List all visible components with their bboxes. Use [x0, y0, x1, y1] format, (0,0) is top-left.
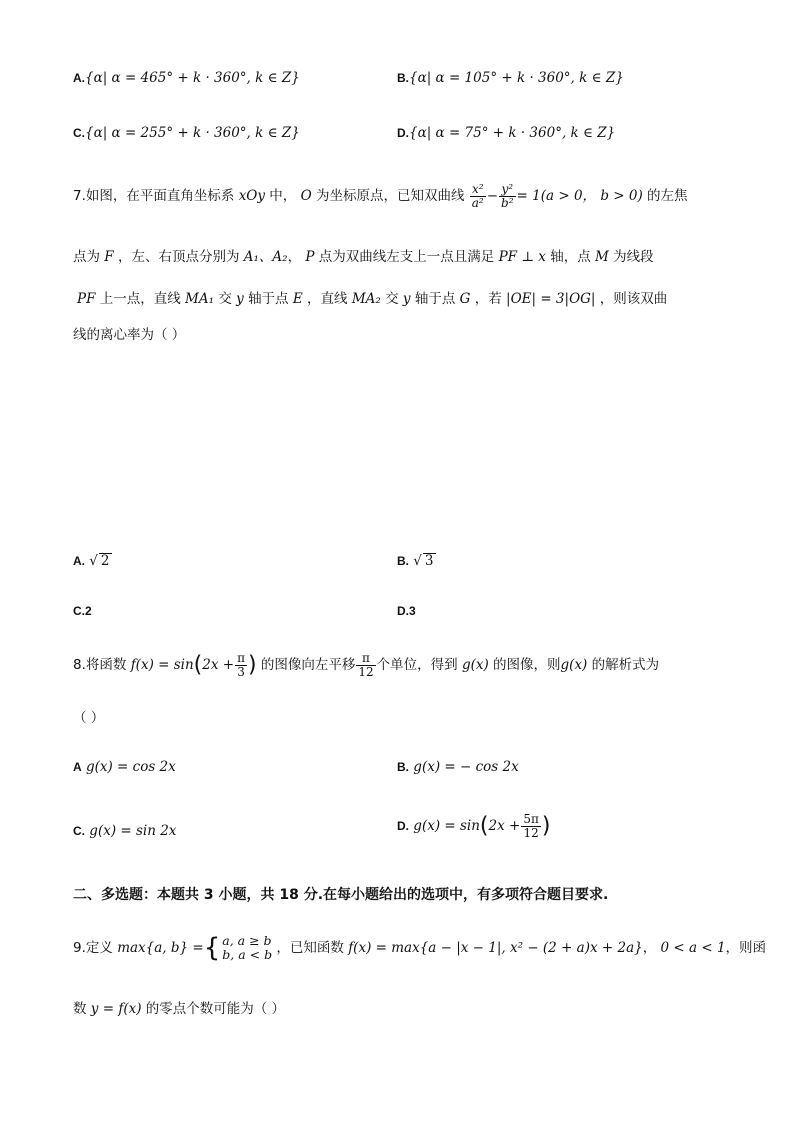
option-value: g(x) = − cos 2x	[413, 759, 519, 775]
q8-text: 个单位，得到	[376, 657, 458, 674]
option-label: D.	[397, 819, 409, 834]
option-expr: {α| α = 75° + k · 360°, k ∈ Z}	[409, 125, 616, 141]
q7-option-b[interactable]: B. √ 3	[397, 553, 434, 569]
option-value: 2x +	[488, 818, 521, 835]
option-value: g(x) = sin	[413, 818, 480, 835]
q7-text: 点为	[73, 249, 100, 265]
q7-math: |OE| = 3|OG|	[506, 291, 596, 307]
q7-text: 为线段	[613, 249, 654, 265]
q7-text: 7.如图，在平面直角坐标系	[73, 188, 235, 205]
q7-text: ，直线	[307, 291, 348, 307]
q6-option-a[interactable]	[73, 70, 300, 86]
q8-math: f(x) = sin	[130, 657, 194, 674]
q7-math: M	[595, 249, 609, 265]
section-title: 二、多选题：本题共 3 小题，共 18 分.在每小题给出的选项中，有多项符合题目要求.	[73, 887, 609, 903]
q9-line1: 9.定义 max{a, b} ={ a, a ≥ b b, a < b ，已知函数 f(x) = max{a − |x − 1|, x² − (2 + a)x + 2a}， 0 < a < 1，则函	[73, 932, 767, 963]
q9-line2	[73, 997, 285, 1017]
option-expr: {α| α = 105° + k · 360°, k ∈ Z}	[409, 70, 624, 86]
q7-text: 轴于点	[248, 291, 289, 307]
q7-option-c[interactable]: C.2	[73, 604, 92, 618]
q7-line2	[73, 245, 654, 265]
q9-text: ，则函	[725, 940, 767, 956]
q6-option-c[interactable]	[73, 125, 300, 141]
q7-text: ，若	[474, 291, 502, 307]
q8-line2: （ ）	[73, 710, 105, 726]
q6-option-d[interactable]	[397, 125, 615, 141]
q7-text: 交	[218, 291, 232, 307]
option-label: A.	[73, 554, 85, 568]
q7-math: = 1(a > 0， b > 0)	[516, 188, 643, 205]
q7-line1: 7.如图，在平面直角坐标系 xOy 中， O 为坐标原点，已知双曲线 $\frac{\text{x²}}{\text{a²}}$ − $\frac{\text{y²}}{\text{b²}}$ = 1(a > 0， b > 0) 的左焦	[73, 182, 688, 210]
q9-math: y = f(x)	[90, 1001, 142, 1017]
hyperbola-y-frac: $\frac{\text{y²}}{\text{b²}}$	[501, 182, 514, 210]
option-label: B.	[397, 71, 409, 85]
q9-text: 的零点个数可能为（ ）	[145, 1001, 286, 1017]
q7-math: y	[402, 291, 411, 307]
option-value: 2	[100, 553, 110, 569]
q7-line3	[77, 287, 667, 307]
q7-math: PF	[77, 291, 96, 307]
q7-text: ，则该双曲	[599, 291, 668, 307]
q8-line1: 8.将函数 f(x) = sin(2x + $\frac{\pi}{3}$ ) 的图像向左平移 $\frac{\pi}{12}$ 个单位，得到 g(x) 的图像，则g(x) 的解析式为	[73, 651, 660, 679]
q7-math: O	[300, 188, 312, 205]
pi-over-12-frac: $\frac{\pi}{12}$	[358, 651, 374, 679]
q9-text: ，已知函数	[276, 940, 344, 956]
q7-text: 轴，点	[550, 249, 591, 265]
q8-text: 的图像向左平移	[260, 657, 356, 674]
option-value: g(x) = sin 2x	[89, 823, 177, 839]
pi-over-3-frac: $\frac{\pi}{3}$	[237, 651, 245, 679]
option-label: B.	[397, 554, 409, 568]
q7-math: G	[459, 291, 471, 307]
q7-text: ，	[287, 249, 302, 265]
q9-math: max{a, b} =	[117, 940, 204, 956]
q7-line4: 线的离心率为（ ）	[73, 327, 186, 343]
option-label: A	[73, 760, 82, 774]
q7-math: MA₁	[185, 291, 215, 307]
q7-math: xOy	[238, 188, 265, 205]
option-value: 3	[424, 553, 434, 569]
option-expr: {α| α = 255° + k · 360°, k ∈ Z}	[85, 125, 300, 141]
option-label: B.	[397, 760, 409, 774]
option-label: A.	[73, 71, 85, 85]
q8-math: g(x)	[560, 657, 588, 674]
option-label: C.	[73, 126, 85, 140]
5pi-over-12-frac: $\frac{5\pi}{12}$	[523, 812, 539, 840]
q8-text: 的解析式为	[591, 657, 660, 674]
q8-math: g(x)	[461, 657, 489, 674]
q7-text: 的左焦	[647, 188, 688, 205]
q7-option-d[interactable]: D.3	[397, 604, 416, 618]
q8-option-c[interactable]	[73, 823, 176, 839]
q8-option-a[interactable]	[73, 759, 176, 775]
q9-text: 9.定义	[73, 940, 113, 956]
q8-text: 的图像，则	[493, 657, 561, 674]
q7-text: 交	[385, 291, 399, 307]
q8-math: 2x +	[202, 657, 235, 674]
q8-option-b[interactable]	[397, 759, 519, 775]
piecewise-cases	[222, 934, 272, 963]
q7-math: PF ⊥ x	[498, 249, 546, 265]
q7-math: MA₂	[351, 291, 381, 307]
option-value: g(x) = cos 2x	[85, 759, 176, 775]
q8-text: 8.将函数	[73, 657, 127, 674]
q8-option-d[interactable]: D. g(x) = sin(2x + $\frac{5\pi}{12}$ )	[397, 812, 551, 840]
q7-text: 为坐标原点，已知双曲线	[315, 188, 465, 205]
q9-math: f(x) = max{a − |x − 1|, x² − (2 + a)x + 2a}	[348, 940, 643, 956]
q7-math: E	[292, 291, 303, 307]
option-label: D.	[397, 126, 409, 140]
q7-math: A₁、A₂	[243, 249, 288, 265]
hyperbola-x-frac: $\frac{\text{x²}}{\text{a²}}$	[471, 182, 484, 210]
q9-math: 0 < a < 1	[660, 940, 726, 956]
q7-text: 点为双曲线左支上一点且满足	[318, 249, 495, 265]
q7-text: 上一点，直线	[99, 291, 181, 307]
q6-option-b[interactable]	[397, 70, 624, 86]
q9-text: ，	[642, 940, 657, 956]
option-expr: {α| α = 465° + k · 360°, k ∈ Z}	[85, 70, 300, 86]
q7-text: 中，	[269, 188, 297, 205]
case-line: a, a ≥ b	[222, 932, 272, 948]
case-line: b, a < b	[222, 947, 273, 962]
q7-math: F	[104, 249, 114, 265]
q9-text: 数	[73, 1001, 87, 1017]
q7-math: y	[236, 291, 244, 307]
q7-option-a[interactable]: A. √ 2	[73, 553, 110, 569]
q7-text: ，左、右顶点分别为	[117, 249, 240, 265]
q7-text: 轴于点	[414, 291, 456, 307]
q7-math: P	[305, 249, 315, 265]
option-label: C.	[73, 824, 85, 838]
